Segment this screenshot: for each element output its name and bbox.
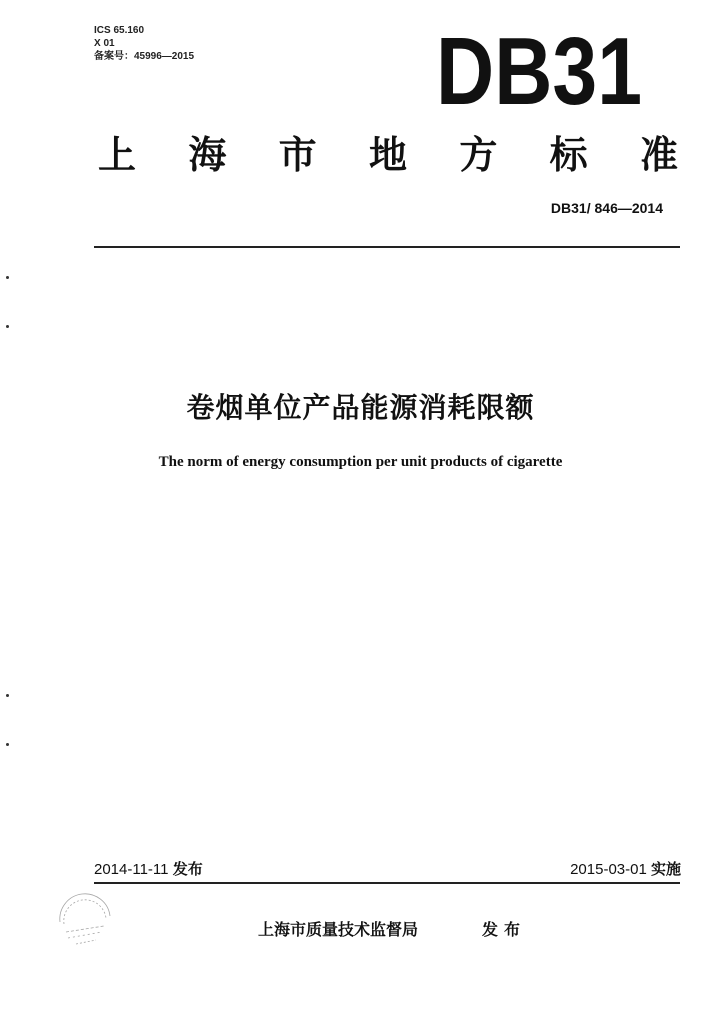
record-number: 备案号：45996—2015 — [94, 51, 195, 62]
standard-type-char: 上 — [98, 132, 137, 177]
class-code: X 01 — [94, 38, 115, 49]
scan-mark — [6, 325, 9, 328]
title-chinese: 卷烟单位产品能源消耗限额 — [186, 391, 535, 424]
db31-mark-text: DB31 — [436, 18, 642, 125]
footer-divider — [94, 882, 680, 884]
standard-type-char: 地 — [368, 132, 407, 177]
classification-codes — [94, 24, 194, 63]
db31-mark — [434, 18, 644, 125]
standard-type — [98, 128, 678, 177]
standard-type-char: 标 — [549, 132, 588, 177]
title-english: The norm of energy consumption per unit products of cigarette — [158, 454, 563, 470]
standard-type-char: 市 — [278, 132, 317, 177]
issuer-action: 发布 — [482, 920, 527, 939]
ics-code: ICS 65.160 — [94, 25, 145, 36]
standard-type-char: 准 — [639, 132, 678, 177]
scan-mark — [6, 743, 9, 746]
issue-label: 发布 — [172, 861, 203, 878]
effective-date-block — [570, 858, 681, 879]
standard-type-char: 海 — [188, 132, 227, 177]
faded-stamp-seal — [52, 888, 118, 950]
scan-mark — [6, 276, 9, 279]
effective-date: 2015-03-01 — [570, 861, 647, 878]
issuing-authority: 上海市质量技术监督局 — [258, 920, 419, 939]
standard-type-char: 方 — [459, 132, 498, 177]
standard-number: DB31/ 846—2014 — [550, 200, 663, 216]
issue-date: 2014-11-11 — [94, 861, 169, 878]
header-divider — [94, 246, 680, 248]
issue-date-block — [94, 858, 203, 879]
scan-mark — [6, 694, 9, 697]
effective-label: 实施 — [650, 861, 681, 878]
